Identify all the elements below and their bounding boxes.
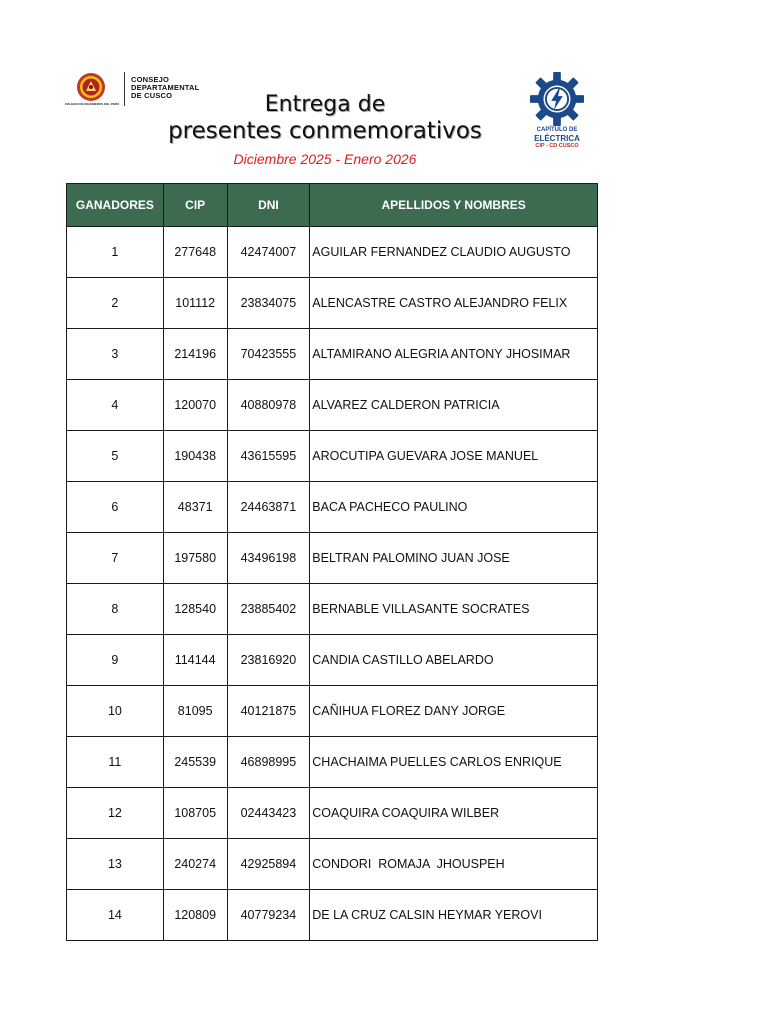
table-row bbox=[67, 329, 598, 380]
column-header-dni: DNI bbox=[227, 184, 310, 227]
cell-cip: 128540 bbox=[163, 584, 227, 635]
table-row bbox=[67, 686, 598, 737]
cell-cip: 120809 bbox=[163, 890, 227, 941]
cell-dni: 40121875 bbox=[227, 686, 310, 737]
cell-cip: 108705 bbox=[163, 788, 227, 839]
table-row bbox=[67, 788, 598, 839]
cell-nombre: BELTRAN PALOMINO JUAN JOSE bbox=[310, 533, 598, 584]
cell-dni: 42474007 bbox=[227, 227, 310, 278]
table-row bbox=[67, 839, 598, 890]
cell-dni: 70423555 bbox=[227, 329, 310, 380]
cell-ganador: 11 bbox=[67, 737, 164, 788]
cell-ganador: 14 bbox=[67, 890, 164, 941]
cell-cip: 114144 bbox=[163, 635, 227, 686]
cell-cip: 214196 bbox=[163, 329, 227, 380]
table-row bbox=[67, 890, 598, 941]
cell-ganador: 6 bbox=[67, 482, 164, 533]
document-subtitle: Diciembre 2025 - Enero 2026 bbox=[233, 151, 417, 167]
cell-ganador: 3 bbox=[67, 329, 164, 380]
org-name-line: DE CUSCO bbox=[131, 91, 173, 100]
chapter-line-3: CIP - CD CUSCO bbox=[535, 143, 579, 149]
cell-nombre: CONDORI ROMAJA JHOUSPEH bbox=[310, 839, 598, 890]
cell-nombre: CHACHAIMA PUELLES CARLOS ENRIQUE bbox=[310, 737, 598, 788]
cell-cip: 48371 bbox=[163, 482, 227, 533]
table-body bbox=[67, 227, 598, 941]
cell-nombre: ALVAREZ CALDERON PATRICIA bbox=[310, 380, 598, 431]
org-name-line: CONSEJO bbox=[131, 75, 170, 84]
cell-ganador: 13 bbox=[67, 839, 164, 890]
cell-cip: 101112 bbox=[163, 278, 227, 329]
emblem-caption: COLEGIO DE INGENIEROS DEL PERÚ bbox=[64, 102, 120, 106]
table-header-row bbox=[67, 184, 598, 227]
column-header-ganadores: GANADORES bbox=[67, 184, 164, 227]
cell-dni: 42925894 bbox=[227, 839, 310, 890]
cell-ganador: 1 bbox=[67, 227, 164, 278]
cell-dni: 40779234 bbox=[227, 890, 310, 941]
winners-table bbox=[66, 183, 598, 941]
cell-ganador: 10 bbox=[67, 686, 164, 737]
cell-nombre: AROCUTIPA GUEVARA JOSE MANUEL bbox=[310, 431, 598, 482]
cell-ganador: 5 bbox=[67, 431, 164, 482]
gear-lightning-icon bbox=[530, 72, 584, 126]
cell-cip: 81095 bbox=[163, 686, 227, 737]
cell-cip: 277648 bbox=[163, 227, 227, 278]
cell-dni: 23834075 bbox=[227, 278, 310, 329]
document-title-line-2: presentes conmemorativos bbox=[168, 118, 482, 144]
cell-ganador: 12 bbox=[67, 788, 164, 839]
cell-dni: 23885402 bbox=[227, 584, 310, 635]
cell-dni: 24463871 bbox=[227, 482, 310, 533]
cell-dni: 02443423 bbox=[227, 788, 310, 839]
cell-nombre: AGUILAR FERNANDEZ CLAUDIO AUGUSTO bbox=[310, 227, 598, 278]
cell-cip: 240274 bbox=[163, 839, 227, 890]
table-row bbox=[67, 482, 598, 533]
cell-cip: 190438 bbox=[163, 431, 227, 482]
table-row bbox=[67, 227, 598, 278]
cell-ganador: 9 bbox=[67, 635, 164, 686]
cell-nombre: BACA PACHECO PAULINO bbox=[310, 482, 598, 533]
table-row bbox=[67, 380, 598, 431]
chapter-line-1: CAPÍTULO DE bbox=[536, 127, 578, 133]
cell-ganador: 7 bbox=[67, 533, 164, 584]
cell-ganador: 8 bbox=[67, 584, 164, 635]
cell-nombre: ALENCASTRE CASTRO ALEJANDRO FELIX bbox=[310, 278, 598, 329]
cell-dni: 40880978 bbox=[227, 380, 310, 431]
cell-nombre: BERNABLE VILLASANTE SOCRATES bbox=[310, 584, 598, 635]
column-header-nombres: APELLIDOS Y NOMBRES bbox=[310, 184, 598, 227]
cell-nombre: CANDIA CASTILLO ABELARDO bbox=[310, 635, 598, 686]
cell-cip: 245539 bbox=[163, 737, 227, 788]
cell-ganador: 2 bbox=[67, 278, 164, 329]
cell-nombre: CAÑIHUA FLOREZ DANY JORGE bbox=[310, 686, 598, 737]
cell-nombre: DE LA CRUZ CALSIN HEYMAR YEROVI bbox=[310, 890, 598, 941]
document-title-line-1: Entrega de bbox=[264, 92, 386, 117]
table-row bbox=[67, 431, 598, 482]
table-row bbox=[67, 584, 598, 635]
cell-cip: 197580 bbox=[163, 533, 227, 584]
cell-dni: 46898995 bbox=[227, 737, 310, 788]
chapter-line-2: ELÉCTRICA bbox=[534, 134, 580, 143]
cell-nombre: ALTAMIRANO ALEGRIA ANTONY JHOSIMAR bbox=[310, 329, 598, 380]
column-header-cip: CIP bbox=[163, 184, 227, 227]
cell-ganador: 4 bbox=[67, 380, 164, 431]
cell-dni: 43496198 bbox=[227, 533, 310, 584]
table-row bbox=[67, 635, 598, 686]
table-row bbox=[67, 737, 598, 788]
chapter-electrica-logo bbox=[522, 72, 592, 152]
table-row bbox=[67, 278, 598, 329]
cell-nombre: COAQUIRA COAQUIRA WILBER bbox=[310, 788, 598, 839]
cell-cip: 120070 bbox=[163, 380, 227, 431]
org-name-line: DEPARTAMENTAL bbox=[131, 83, 200, 92]
cell-dni: 23816920 bbox=[227, 635, 310, 686]
cell-dni: 43615595 bbox=[227, 431, 310, 482]
table-row bbox=[67, 533, 598, 584]
